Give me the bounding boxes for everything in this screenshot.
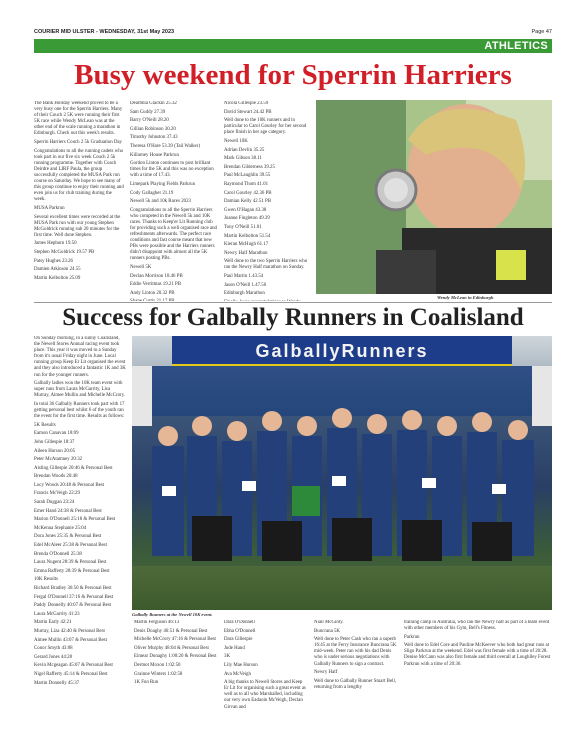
- article-paragraph: Congratulations to all the running cadets who took part in our five six week Couch 2 5k running programme. Together with Coach Deirdre and LIRF Paula, the group successfully completed the MUSA Park run course on Saturday. We hope to see many of this group continue to enjoy their running and even join us for club training during the week.: [34, 148, 124, 203]
- article-paragraph: Gillian Robinson 30.20: [130, 126, 176, 132]
- article-paragraph: Dora Jones 25:35 & Personal Best: [34, 534, 102, 540]
- article-paragraph: Barry O'Neill 28.20: [130, 118, 169, 124]
- article-paragraph: Several excellent times were recorded at the MUSA Park run with our young Stephen McGoldrick running sub 20 minutes for the first time. Well done Stephen.: [34, 214, 121, 238]
- article-paragraph: [224, 300, 312, 301]
- article-paragraph: John Gillespie 18:37: [34, 439, 75, 445]
- article-paragraph: Newry Half: [314, 670, 338, 676]
- article-paragraph: Grainne Winters 1:02:58: [134, 671, 183, 677]
- article-paragraph: Well done to Peter Cash who ran a superb 16:45 at the Ferry Insurance Buncrana 5K mid-week. Peter ran with his dad Denis who is under serious negotiations with Galbally Runners to sign a contract.: [314, 637, 397, 667]
- article-paragraph: Paul Martin 1.43.54: [224, 273, 264, 279]
- page-number: Page 47: [531, 29, 552, 35]
- article-paragraph: Richard Bradley 36:50 & Personal Best: [34, 586, 112, 591]
- article-paragraph: Aimee Mullin 43:07 & Personal Best: [34, 637, 107, 643]
- article-paragraph: Kevin Mcgeagan 45:07 & Personal Best: [34, 663, 113, 669]
- article-paragraph: Aisling Gillespie 20:46 & Personal Best: [34, 465, 113, 471]
- article-paragraph: Martin Ferguson 46:13: [134, 620, 180, 625]
- article-paragraph: Martin Kelbolton 51.54: [224, 233, 271, 239]
- article-paragraph: The Bank Holiday weekend proved to be a very busy one for the Sperrin Harriers. Many of their Couch 2 5K were running their first 5K race while Wendy McLean was at the other end of the scale running a marathon in Edinburgh. Check out this week's results.: [34, 101, 123, 137]
- article-paragraph: Aileen Hurson 20:05: [34, 448, 76, 454]
- photo2-caption: Galbally Runners at the Newell 10K event.: [132, 612, 213, 617]
- runner-photo-illustration: [316, 100, 552, 294]
- article-paragraph: Brenda O'Donnell 25:38: [34, 551, 82, 557]
- club-banner-text: GalballyRunners: [255, 341, 429, 361]
- article-paragraph: Niall McGinty.: [314, 620, 344, 625]
- article-paragraph: Edinburgh Marathon: [224, 291, 265, 297]
- article-paragraph: In total 36 Galbally Runners took part with 17 getting personal best whilst 6 of the youth ran the event for the first time. Results as follows:: [34, 401, 125, 420]
- article-paragraph: Andy Linton 20.32 PB: [130, 290, 175, 296]
- article-paragraph: Eamon Canavan 18:09: [34, 431, 79, 437]
- article-paragraph: Murray, Liza 42:40 & Personal Best: [34, 628, 105, 634]
- article-paragraph: Laura McGarrity 41:23: [34, 611, 80, 617]
- article-paragraph: Gerard Jones 44:28: [34, 654, 73, 660]
- article-paragraph: Brendan Gilderness 39.25: [224, 164, 275, 170]
- article-paragraph: McKenna Stephanie 25:04: [34, 525, 87, 531]
- article-paragraph: 5K Results: [34, 422, 56, 428]
- article2-column-2: [134, 620, 218, 730]
- article1-column-2: [130, 101, 218, 301]
- article-paragraph: Carol Gourley 42.36 PB: [224, 190, 272, 196]
- article-paragraph: Newell 5K: [130, 265, 152, 271]
- article1-column-3: [224, 101, 312, 301]
- article1-column-1: [34, 101, 124, 301]
- article-paragraph: Parkrun: [404, 634, 420, 640]
- photo1-caption: Wendy McLean in Edinburgh: [437, 295, 494, 300]
- article-paragraph: 1K Fun Run: [134, 680, 159, 686]
- article-paragraph: Edel McAleer 25:38 & Personal Best: [34, 543, 107, 549]
- publication-line: COURIER MID ULSTER - WEDNESDAY, 31st May 2023: [34, 29, 175, 35]
- article-paragraph: Buncrana 5K: [314, 628, 340, 634]
- article-paragraph: Newry Half Marathon: [224, 250, 268, 256]
- article-paragraph: Sam Cuddy 27.39: [130, 109, 166, 115]
- article-paragraph: Raymond Thom 41.01: [224, 181, 269, 187]
- article-paragraph: Dara O'Donnell: [224, 620, 255, 625]
- article2-column-5: [404, 620, 552, 730]
- article-paragraph: Theresa O'Hare 53.39 (Tail Walker): [130, 143, 200, 149]
- article-paragraph: A big thanks to Newell Stores and Keep Er Lit for organising such a great event as well as to all who Marshalled, including our very own Eadaoin McVeigh, Declan Girvan and: [224, 680, 306, 710]
- article2-column-4: [314, 620, 398, 730]
- article-paragraph: Kieran McHugh 61.17: [224, 242, 269, 248]
- article-paragraph: Martin Kelbolton 25.09: [34, 275, 81, 281]
- article-paragraph: Adrian Devlin 35.25: [224, 147, 265, 153]
- article-paragraph: Ebha O'Donnell: [224, 628, 256, 634]
- section-bar: [34, 39, 552, 53]
- article-paragraph: Martin Donnelly 45:37: [34, 680, 80, 686]
- article-paragraph: Nicola Gillespie 23.59: [224, 101, 269, 106]
- article-paragraph: Tony O'Neill 51.01: [224, 224, 262, 230]
- article-paragraph: Denis Doaghy 46:51 & Personal Best: [134, 628, 208, 634]
- article-paragraph: Emer Hand 24:38 & Personal Best: [34, 508, 102, 514]
- article-paragraph: Laura Nugent 28:39 & Personal Best: [34, 560, 107, 566]
- article-paragraph: Nigel Rafferty 45:14 & Personal Best: [34, 671, 108, 677]
- article-paragraph: Fergal O'Donnell 37:16 & Personal Best: [34, 594, 114, 600]
- article-paragraph: Paul McLaughlin 39.55: [224, 173, 271, 179]
- article-paragraph: [130, 299, 218, 301]
- article-paragraph: Timothy Johnston 37.43: [130, 135, 178, 141]
- article2-column-1: [34, 336, 126, 728]
- article-paragraph: Michelle McCrory 47:16 & Personal Best: [134, 637, 216, 643]
- article-paragraph: Patsy Hughes 23.26: [34, 258, 73, 264]
- article-paragraph: 10K Results: [34, 577, 59, 583]
- article-paragraph: Sperrin Harriers Couch 2 5k Graduation Day: [34, 140, 123, 146]
- article-paragraph: Ava McVeigh: [224, 671, 251, 677]
- article-paragraph: Well done to the two Sperrin Harriers who ran the Newry Half marathon on Sunday.: [224, 259, 308, 271]
- article1-headline: Busy weekend for Sperrin Harriers: [74, 59, 512, 91]
- article-paragraph: Marion O'Donnell 25:18 & Personal Best: [34, 517, 116, 523]
- article2-headline: Success for Galbally Runners in Coalisland: [62, 304, 524, 331]
- article-paragraph: Paddy Donnelly 40:07 & Personal Best: [34, 603, 112, 609]
- article-paragraph: Brendan Woods 20:48: [34, 474, 78, 480]
- article-paragraph: Damien Atkinson 24.55: [34, 267, 81, 273]
- article-paragraph: Dara Gillespie: [224, 637, 253, 643]
- article-paragraph: Damian Kelly 42.51 PB: [224, 199, 272, 205]
- article-paragraph: Dermot Moxon 1:02:50: [134, 662, 181, 668]
- article-paragraph: Limepark Playing Fields Parkrun: [130, 181, 196, 187]
- article-paragraph: Joanne Fingleton 49.39: [224, 216, 270, 222]
- article-paragraph: Sarah Duggan 23:24: [34, 500, 75, 506]
- galbally-runners-photo: [132, 336, 552, 610]
- article-paragraph: Jason O'Neill 1.47.56: [224, 282, 267, 288]
- article-paragraph: Emma Rafferty 28:39 & Personal Best: [34, 568, 110, 574]
- article-paragraph: Gordon Linton continues to post brilliant times for the 5K and this was no exception with a time of 17.43.: [130, 161, 214, 179]
- article-paragraph: James Hepburn 19.50: [34, 241, 77, 247]
- article-paragraph: 3K: [224, 654, 230, 660]
- article-paragraph: Galbally ladies won the 10K team event with super runs from Laura McGarrity, Lisa Murray, Aimee Mullin and Michelle McCrory.: [34, 381, 126, 399]
- article-paragraph: training camp in Australia, who ran the Newry half as part of a team event with other members of his Gym, Bell's Fitness.: [404, 620, 550, 632]
- article-paragraph: Eddie Verritmas 19.21 PB: [130, 282, 181, 288]
- article-paragraph: Francis McVeigh 22:29: [34, 491, 80, 497]
- article-paragraph: Mark Gibson 38.11: [224, 156, 262, 162]
- article-paragraph: Eimear Donaghy 1:00:20 & Personal Best: [134, 654, 217, 660]
- wendy-mclean-photo: [316, 100, 552, 294]
- article2-column-3: [224, 620, 308, 730]
- section-label: ATHLETICS: [484, 40, 548, 52]
- article-paragraph: Lily Mae Hurson: [224, 662, 258, 668]
- article-paragraph: MUSA Parkrun: [34, 206, 65, 211]
- article-paragraph: On Sunday morning, in a sunny Coalisland, the Newell Stores Annual racing event took place. This year it was moved to a Sunday from it's usual Friday night in June. Local running group Keep Er Lit organised the event and they also introduced a fantastic 1K and 3K run for the younger runners.: [34, 336, 126, 378]
- article-paragraph: Lucy Woods 20:48 & Personal Best: [34, 482, 105, 488]
- masthead: [34, 28, 552, 38]
- article-paragraph: Killarney House Parkrun: [130, 152, 179, 158]
- article-paragraph: Well done to Edel Core and Pauline McKeever who both had great runs at Sligo Parkrun at the weekend. Edel was first female with a time of 20:28. Denise McCann was also first female and third overall at Loughlley Forest Parkrun with a time of 20:36.: [404, 643, 551, 667]
- article-paragraph: Newell 10K: [224, 138, 248, 144]
- article-paragraph: Gwen O'Hagan 43.38: [224, 207, 267, 213]
- article-paragraph: Well done to Galbally Runner Stuart Bell, returning from a lengthy: [314, 678, 397, 690]
- article-paragraph: Stephen McGoldrick 19.57 PB: [34, 250, 95, 256]
- article-paragraph: Cody Gallagher 21.19: [130, 190, 174, 196]
- article-paragraph: Newell 5k and 10k Races 2023: [130, 199, 191, 205]
- article-paragraph: Congratulations to all the Sperrin Harriers who competed in the Newell 5k and 10K races. Thanks to Keep'er Lit Running club for providing such a well organised race and refreshments afterwards. The perfect race conditions and fast course meant that new PBs were possible and the Harriers runners didn't disappoint with almost all the 5K runners posting PBs.: [130, 207, 217, 262]
- article-paragraph: Martin Early 42:21: [34, 620, 72, 626]
- article-paragraph: Conor Smyth 43:08: [34, 646, 73, 652]
- article-paragraph: Peter McAtamney 20:32: [34, 457, 83, 463]
- group-photo-illustration: [132, 336, 552, 610]
- article-paragraph: Dearbhla Glackin 25.32: [130, 101, 177, 106]
- article-paragraph: Declan Morrison 18.46 PB: [130, 273, 183, 279]
- article-paragraph: Oliver Murphy 48:04 & Personal Best: [134, 645, 209, 651]
- article-paragraph: Well done to the 10K runners and in particular to Carol Gourley for her second place finish in her age category.: [224, 118, 307, 136]
- article-paragraph: David Stewart 24.42 PB: [224, 109, 272, 115]
- article-paragraph: Jude Hand: [224, 645, 245, 651]
